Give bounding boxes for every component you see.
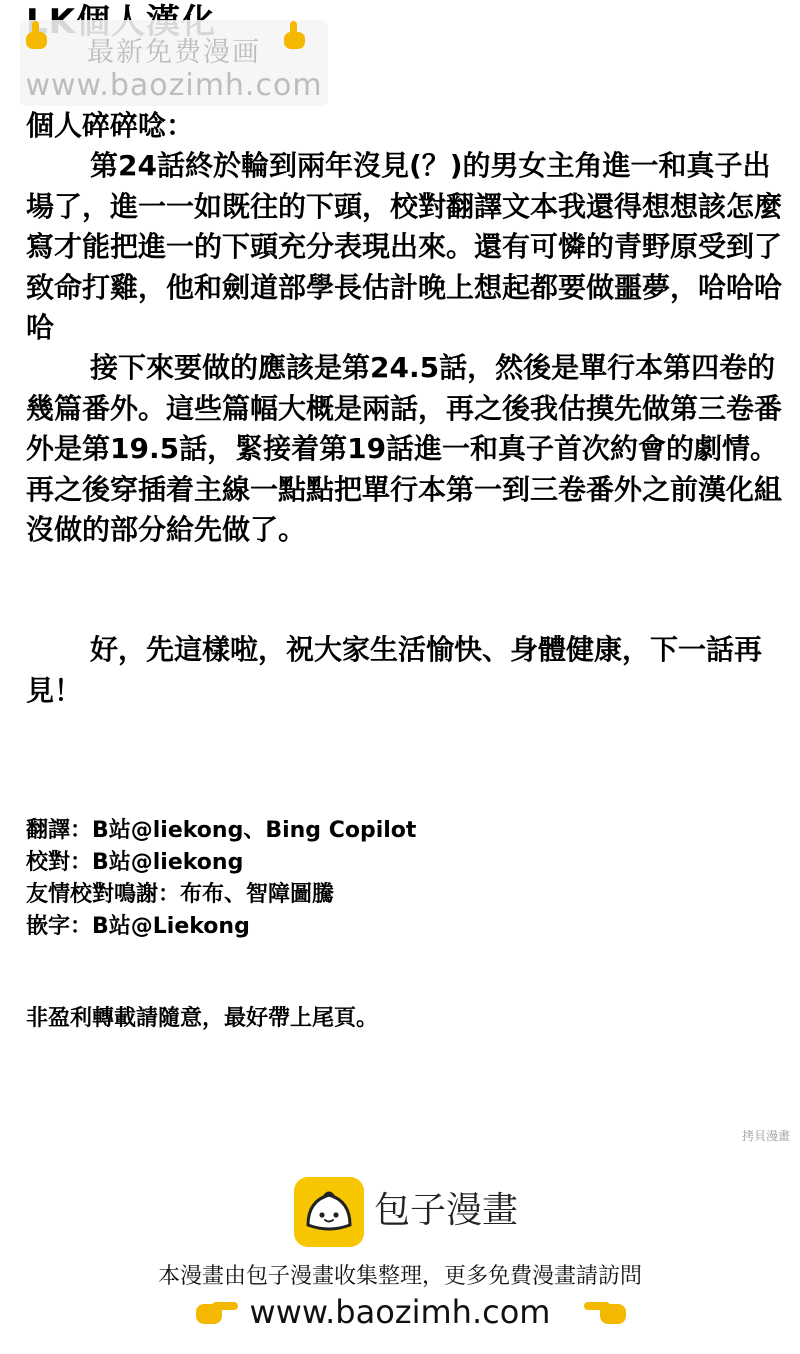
notes-paragraph: 第24話終於輪到兩年沒見(？)的男女主角進一和真子出場了，進一一如既往的下頭，校對翻譯文本我還得想想該怎麼寫才能把進一的下頭充分表現出來。還有可憐的青野原受到了致命打雞，他和劍道部學長估計晚上想起都要做噩夢，哈哈哈哈 [26, 149, 783, 345]
pointing-hand-icon [582, 1296, 628, 1328]
watermark-text-line1: 最新免费漫画 [87, 37, 261, 68]
reprint-notice: 非盈利轉載請隨意，最好帶上尾頁。 [26, 1006, 379, 1031]
credit-thanks: 友情校對鳴謝：布布、智障圖騰 [26, 882, 335, 907]
notes-heading: 個人碎碎唸： [26, 109, 195, 142]
brand-name: 包子漫畫 [374, 1190, 519, 1231]
baozi-logo-icon [294, 1177, 364, 1247]
watermark-url: www.baozimh.com [25, 68, 323, 103]
translator-notes [26, 106, 786, 711]
notes-closing: 好，先這樣啦，祝大家生活愉快、身體健康，下一話再見！ [26, 633, 763, 707]
credits [26, 815, 726, 943]
paragraph-spacer [26, 550, 786, 630]
notes-paragraph: 接下來要做的應該是第24.5話，然後是單行本第四卷的幾篇番外。這些篇幅大概是兩話，再之後我估摸先做第三卷番外是第19.5話，緊接着第19話進一和真子首次約會的劇情。再之後穿插着主線一點點把單行本第一到三卷番外之前漢化組沒做的部分給先做了。 [26, 351, 783, 547]
credit-translation: 翻譯：B站@liekong、Bing Copilot [26, 818, 417, 843]
footer-notice: 本漫畫由包子漫畫收集整理，更多免費漫畫請訪問 [157, 1264, 642, 1289]
pointing-hand-icon [22, 20, 50, 52]
credit-proofreading: 校對：B站@liekong [26, 850, 244, 875]
credit-typesetting: 嵌字：B站@Liekong [26, 914, 250, 939]
corner-watermark: 拷貝漫畫 [741, 1129, 790, 1143]
footer-url[interactable]: www.baozimh.com [249, 1293, 551, 1331]
pointing-hand-icon [280, 20, 308, 52]
